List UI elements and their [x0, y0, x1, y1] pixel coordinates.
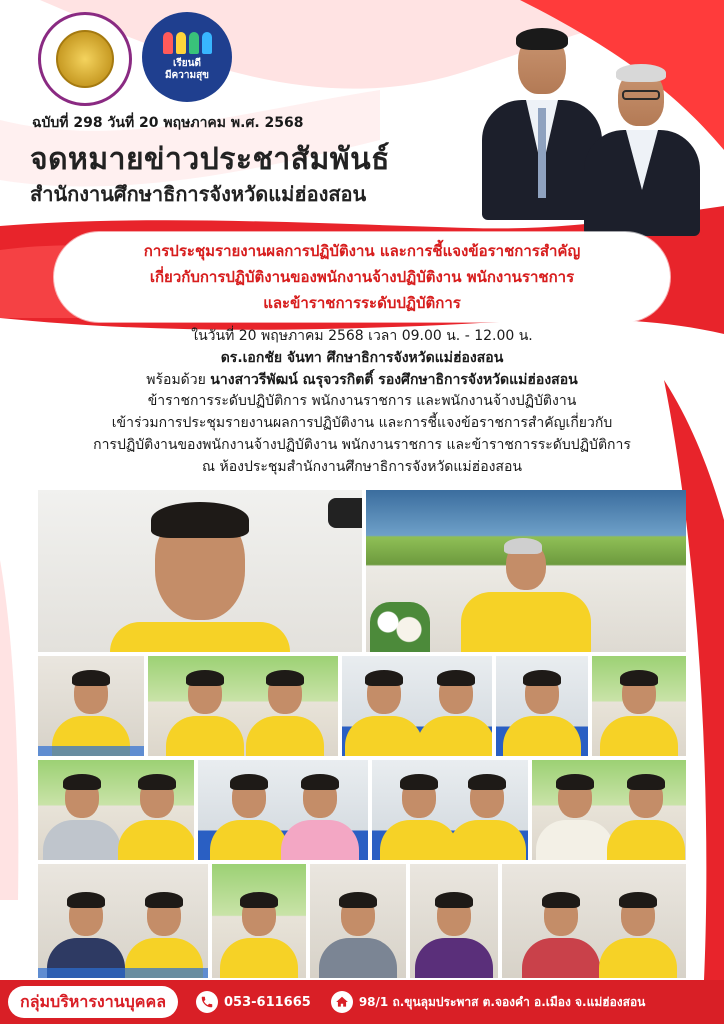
campaign-logo-line1: เรียนดี: [173, 58, 201, 69]
photo-participant: [148, 656, 338, 756]
photo-participant: [38, 760, 194, 860]
office-name: สำนักงานศึกษาธิการจังหวัดแม่ฮ่องสอน: [30, 182, 367, 206]
flowers-decoration: [370, 602, 430, 652]
photo-participant: [310, 864, 406, 978]
address-text: 98/1 ถ.ขุนลุมประพาส ต.จองคำ อ.เมือง จ.แม่ฮ่องสอน: [358, 994, 646, 1009]
deputy-name: นางสาวรีพัฒน์ ณรุจวรกิตติ์ รองศึกษาธิการจังหวัดแม่ฮ่องสอน: [210, 371, 578, 388]
photo-participant: [372, 760, 528, 860]
phone-icon: [196, 991, 218, 1013]
campaign-logo: [142, 12, 232, 102]
photo-participant: [532, 760, 686, 860]
venue-line: ณ ห้องประชุมสำนักงานศึกษาธิการจังหวัดแม่ฮ่องสอน: [202, 458, 522, 475]
people-icon: [163, 32, 212, 54]
home-icon: [331, 991, 353, 1013]
photo-chair-video: [38, 490, 362, 652]
photo-participant: [502, 864, 686, 978]
photo-participant: [496, 656, 588, 756]
accompanied-line: [20, 370, 704, 392]
department-label: กลุ่มบริหารงานบุคคล: [8, 986, 178, 1018]
executive-portrait-2: [584, 60, 700, 236]
date-time-line: ในวันที่ 20 พฤษภาคม 2568 เวลา 09.00 น. - 12.00 น.: [191, 328, 533, 344]
purpose-line-2: การปฏิบัติงานของพนักงานจ้างปฏิบัติงาน พนักงานราชการ และข้าราชการระดับปฏิบัติการ: [93, 436, 631, 453]
campaign-logo-line2: มีความสุข: [164, 70, 210, 81]
photo-participant: [592, 656, 686, 756]
newsletter-title: จดหมายข่าวประชาสัมพันธ์: [30, 142, 390, 177]
photo-participant: [410, 864, 498, 978]
phone-contact[interactable]: [196, 991, 311, 1013]
issue-info: ฉบับที่ 298 วันที่ 20 พฤษภาคม พ.ศ. 2568: [32, 115, 304, 131]
footer-bar: [0, 980, 724, 1024]
photo-deputy: [366, 490, 686, 652]
purpose-line-1: เข้าร่วมการประชุมรายงานผลการปฏิบัติงาน และการชี้แจงข้อราชการสำคัญเกี่ยวกับ: [111, 415, 613, 432]
topic-line-2: เกี่ยวกับการปฏิบัติงานของพนักงานจ้างปฏิบัติงาน พนักงานราชการ: [149, 268, 575, 286]
participants-line: ข้าราชการระดับปฏิบัติการ พนักงานราชการ และพนักงานจ้างปฏิบัติงาน: [147, 393, 577, 410]
photo-participant: [342, 656, 492, 756]
photo-participant: [212, 864, 306, 978]
photo-participant: [38, 656, 144, 756]
ministry-seal-logo: [38, 12, 132, 106]
chair-line: ดร.เอกชัย จันทา ศึกษาธิการจังหวัดแม่ฮ่องสอน: [220, 349, 504, 366]
phone-number: 053-611665: [224, 994, 311, 1010]
address-contact: [331, 991, 646, 1013]
topic-line-3: และข้าราชการระดับปฏิบัติการ: [263, 294, 461, 312]
photo-participant: [198, 760, 368, 860]
photo-participant: [38, 864, 208, 978]
camera-icon: [328, 498, 362, 528]
topic-line-1: การประชุมรายงานผลการปฏิบัติงาน และการชี้แจงข้อราชการสำคัญ: [143, 242, 581, 260]
news-body: [20, 326, 704, 479]
accompanied-prefix: พร้อมด้วย: [146, 371, 211, 388]
topic-banner: [54, 232, 670, 322]
